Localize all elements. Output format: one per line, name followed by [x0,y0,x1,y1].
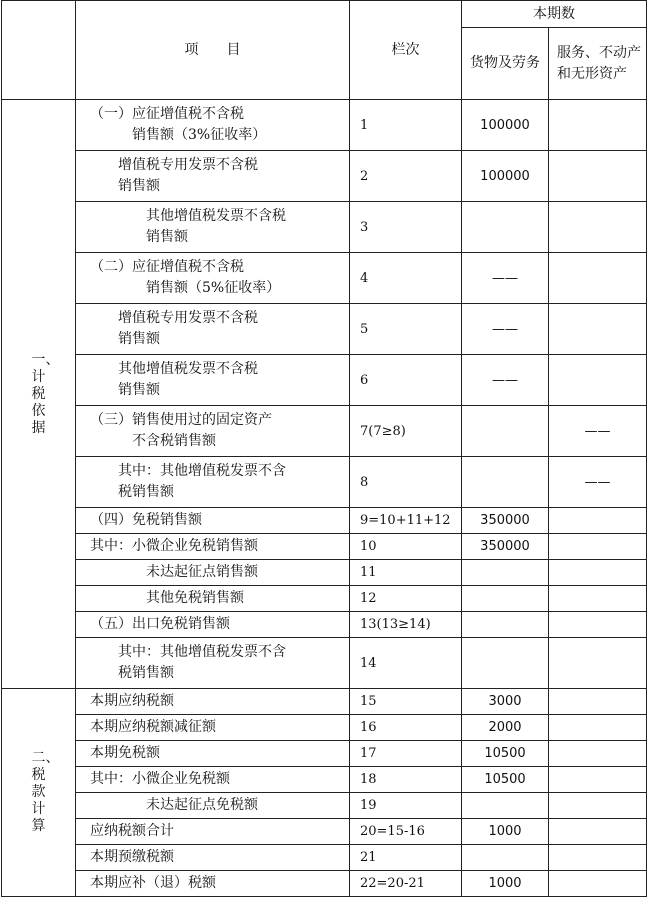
line-cell: 4 [350,253,462,304]
item-cell: 未达起征点免税额 [76,793,350,819]
services-value-cell [549,202,647,253]
line-cell: 16 [350,715,462,741]
section-label: 一、计税依据 [31,351,60,436]
table-row [2,253,647,304]
line-cell: 20=15-16 [350,819,462,845]
item-cell: 增值税专用发票不含税 销售额 [76,151,350,202]
services-value-cell [549,845,647,871]
table-row [2,638,647,689]
goods-value-cell [462,560,549,586]
table-row [2,100,647,151]
item-cell: 其他免税销售额 [76,586,350,612]
line-cell: 10 [350,534,462,560]
goods-value-cell [462,457,549,508]
goods-value-cell: 10500 [462,741,549,767]
goods-value-cell [462,202,549,253]
section-label-cell [2,689,76,897]
goods-value-cell: —— [462,355,549,406]
line-cell: 13(13≥14) [350,612,462,638]
item-cell: （三）销售使用过的固定资产 不含税销售额 [76,406,350,457]
table-row [2,202,647,253]
line-cell: 2 [350,151,462,202]
services-value-cell [549,253,647,304]
services-value-cell [549,355,647,406]
goods-value-cell [462,612,549,638]
header-col-services: 服务、不动产和无形资产 [549,28,647,100]
item-cell: 其他增值税发票不含税 销售额 [76,355,350,406]
services-value-cell [549,560,647,586]
services-value-cell [549,100,647,151]
item-cell: 未达起征点销售额 [76,560,350,586]
table-row [2,406,647,457]
item-cell: （四）免税销售额 [76,508,350,534]
goods-value-cell [462,406,549,457]
line-cell: 14 [350,638,462,689]
table-row [2,508,647,534]
goods-value-cell: 350000 [462,534,549,560]
line-cell: 18 [350,767,462,793]
goods-value-cell [462,638,549,689]
goods-value-cell: 100000 [462,100,549,151]
item-cell: 其中：小微企业免税额 [76,767,350,793]
services-value-cell [549,151,647,202]
line-cell: 21 [350,845,462,871]
line-cell: 11 [350,560,462,586]
item-cell: 其他增值税发票不含税 销售额 [76,202,350,253]
item-cell: （五）出口免税销售额 [76,612,350,638]
services-value-cell [549,612,647,638]
item-cell: 其中：其他增值税发票不含 税销售额 [76,638,350,689]
goods-value-cell: —— [462,304,549,355]
line-cell: 8 [350,457,462,508]
table-row [2,741,647,767]
table-row [2,457,647,508]
goods-value-cell: 1000 [462,819,549,845]
goods-value-cell: 2000 [462,715,549,741]
goods-value-cell: 100000 [462,151,549,202]
services-value-cell [549,819,647,845]
table-row [2,689,647,715]
services-value-cell [549,534,647,560]
services-value-cell [549,741,647,767]
services-value-cell [549,767,647,793]
line-cell: 1 [350,100,462,151]
table-row [2,819,647,845]
table-row [2,534,647,560]
header-line: 栏次 [350,1,462,100]
services-value-cell [549,304,647,355]
item-cell: 本期应纳税额减征额 [76,715,350,741]
services-value-cell [549,715,647,741]
item-cell: 本期免税额 [76,741,350,767]
header-col-goods: 货物及劳务 [462,28,549,100]
header-current-period: 本期数 [462,1,647,28]
line-cell: 3 [350,202,462,253]
services-value-cell [549,508,647,534]
services-value-cell [549,689,647,715]
goods-value-cell: 1000 [462,871,549,897]
item-cell: 本期应补（退）税额 [76,871,350,897]
line-cell: 9=10+11+12 [350,508,462,534]
line-cell: 15 [350,689,462,715]
table-row [2,612,647,638]
goods-value-cell [462,845,549,871]
table-row [2,845,647,871]
item-cell: （一）应征增值税不含税 销售额（3%征收率） [76,100,350,151]
services-value-cell: —— [549,406,647,457]
goods-value-cell: 350000 [462,508,549,534]
header-item: 项 目 [76,1,350,100]
item-cell: 其中：小微企业免税销售额 [76,534,350,560]
table-row [2,560,647,586]
goods-value-cell [462,793,549,819]
item-cell: 本期预缴税额 [76,845,350,871]
table-row [2,586,647,612]
table-row [2,304,647,355]
line-cell: 19 [350,793,462,819]
item-cell: 增值税专用发票不含税 销售额 [76,304,350,355]
line-cell: 7(7≥8) [350,406,462,457]
tax-declaration-table [1,0,647,897]
section-label: 二、税款计算 [31,750,60,834]
item-cell: 其中：其他增值税发票不含 税销售额 [76,457,350,508]
goods-value-cell: 3000 [462,689,549,715]
item-cell: 应纳税额合计 [76,819,350,845]
header-corner-cell [2,1,76,100]
item-cell: 本期应纳税额 [76,689,350,715]
goods-value-cell: 10500 [462,767,549,793]
table-row [2,715,647,741]
services-value-cell [549,586,647,612]
line-cell: 12 [350,586,462,612]
line-cell: 6 [350,355,462,406]
services-value-cell [549,638,647,689]
item-cell: （二）应征增值税不含税 销售额（5%征收率） [76,253,350,304]
line-cell: 5 [350,304,462,355]
goods-value-cell [462,586,549,612]
services-value-cell: —— [549,457,647,508]
goods-value-cell: —— [462,253,549,304]
table-row [2,793,647,819]
section-label-cell [2,100,76,689]
table-row [2,767,647,793]
table-row [2,151,647,202]
line-cell: 17 [350,741,462,767]
line-cell: 22=20-21 [350,871,462,897]
table-row [2,355,647,406]
services-value-cell [549,793,647,819]
